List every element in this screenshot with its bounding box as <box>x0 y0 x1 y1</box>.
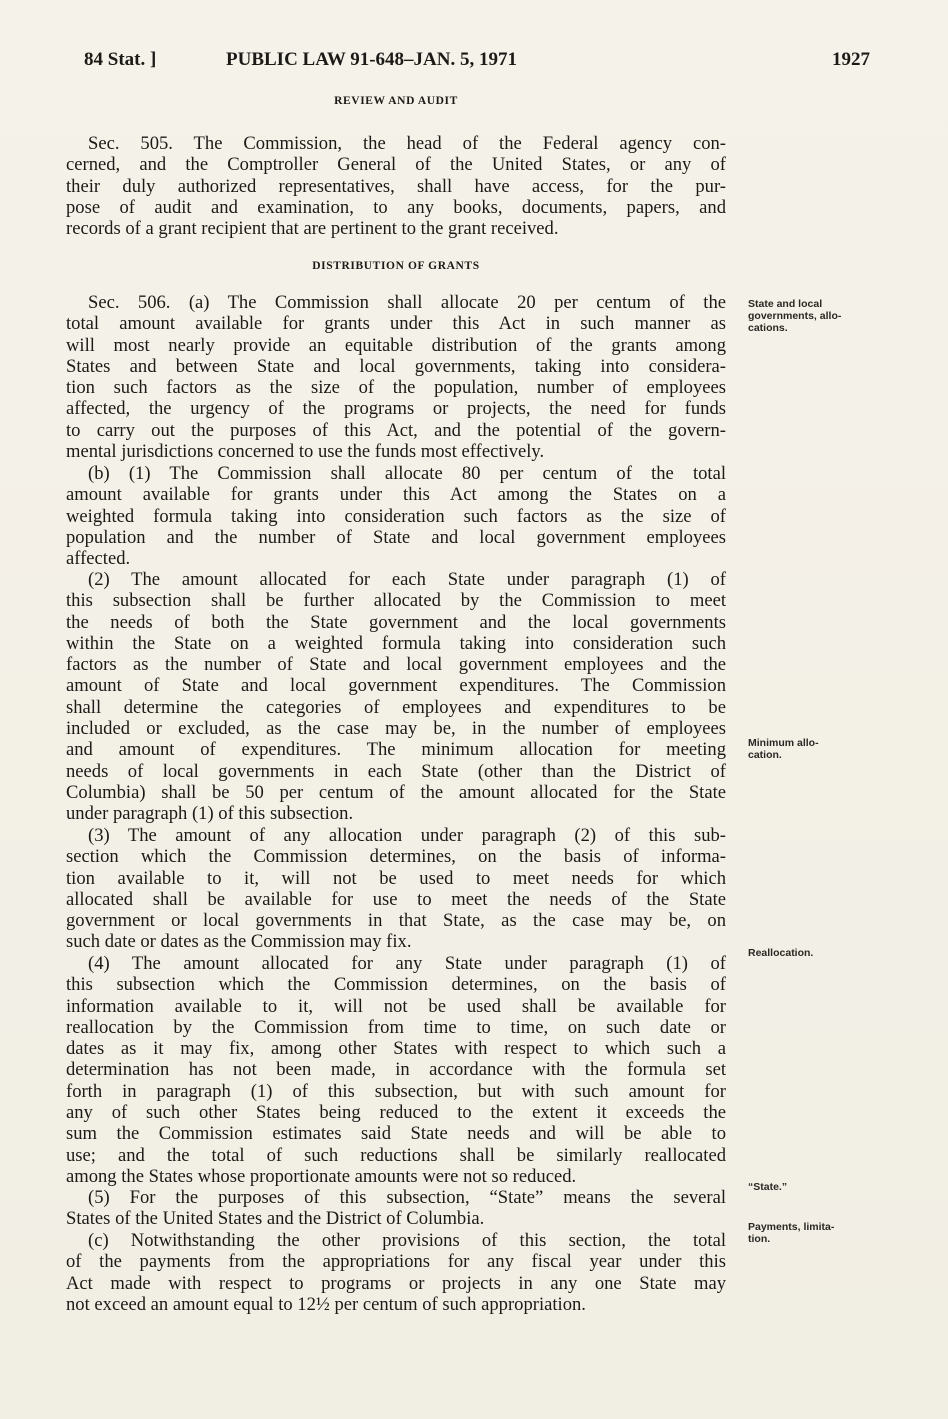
text-line: this subsection which the Commission determines, on the basis of <box>66 974 726 996</box>
page-number: 1927 <box>832 49 870 70</box>
text-line: information available to it, will not be used shall be available for <box>66 995 726 1017</box>
section-heading-distribution: DISTRIBUTION OF GRANTS <box>312 260 480 272</box>
section-505-paragraph <box>66 133 726 239</box>
section-506-b5-paragraph <box>66 1187 726 1230</box>
text-line: shall determine the categories of employees and expenditures to be <box>66 696 726 718</box>
text-line: among the States whose proportionate amounts were not so reduced. <box>66 1165 577 1187</box>
text-line: will most nearly provide an equitable distribution of the grants among <box>66 334 726 356</box>
text-line: Columbia) shall be 50 per centum of the amount allocated for the State <box>66 781 726 803</box>
text-line: under paragraph (1) of this subsection. <box>66 803 354 825</box>
margin-note-line: Payments, limita- <box>748 1221 835 1233</box>
text-line: cerned, and the Comptroller General of the United States, or any of <box>66 154 726 176</box>
text-line: of the payments from the appropriations for any fiscal year under this <box>66 1251 726 1273</box>
text-line: (3) The amount of any allocation under paragraph (2) of this sub- <box>88 825 726 846</box>
text-line: affected. <box>66 548 131 570</box>
public-law-title: PUBLIC LAW 91-648–JAN. 5, 1971 <box>226 49 518 70</box>
text-line: records of a grant recipient that are pertinent to the grant received. <box>66 218 559 240</box>
text-line: forth in paragraph (1) of this subsection, but with such amount for <box>66 1080 726 1102</box>
section-506-b1-paragraph <box>66 463 726 569</box>
text-line: this subsection shall be further allocated by the Commission to meet <box>66 590 726 612</box>
text-line: amount of State and local government expenditures. The Commission <box>66 675 726 697</box>
text-line: within the State on a weighted formula taking into consideration such <box>66 632 726 654</box>
text-line: amount available for grants under this Act among the States on a <box>66 484 726 506</box>
margin-note-line: tion. <box>748 1233 771 1245</box>
text-line: tion available to it, will not be used to meet needs for which <box>66 867 726 889</box>
section-506-c-paragraph <box>66 1230 726 1315</box>
text-line: included or excluded, as the case may be, in the number of employees <box>66 718 726 740</box>
margin-note-line: cation. <box>748 749 782 761</box>
text-line: any of such other States being reduced to the extent it exceeds the <box>66 1102 726 1124</box>
statute-volume: 84 Stat. ] <box>84 49 157 70</box>
text-line: the needs of both the State government and the local governments <box>66 611 726 633</box>
margin-note-state-local-allocations <box>748 298 878 334</box>
text-line: (c) Notwithstanding the other provisions of this section, the total <box>88 1230 726 1251</box>
section-506-a-paragraph <box>66 292 726 462</box>
margin-note-line: State and local <box>748 298 823 310</box>
text-line: affected, the urgency of the programs or projects, the need for funds <box>66 398 726 420</box>
text-line: section which the Commission determines, on the basis of informa- <box>66 846 726 868</box>
margin-note-state-definition <box>748 1181 878 1193</box>
text-line: factors as the number of State and local government employees and the <box>66 654 726 676</box>
running-head <box>84 49 870 77</box>
margin-note-line: governments, allo- <box>748 310 842 322</box>
margin-note-reallocation <box>748 947 878 959</box>
text-line: needs of local governments in each State (other than the District of <box>66 760 726 782</box>
text-line: not exceed an amount equal to 12½ per centum of such appropriation. <box>66 1293 586 1315</box>
margin-note-line: cations. <box>748 322 788 334</box>
text-line: (5) For the purposes of this subsection, “State” means the several <box>88 1187 726 1208</box>
text-line: and amount of expenditures. The minimum allocation for meeting <box>66 739 726 761</box>
text-line: dates as it may fix, among other States with respect to which such a <box>66 1038 726 1060</box>
text-line: (4) The amount allocated for any State under paragraph (1) of <box>88 953 726 974</box>
text-line: (b) (1) The Commission shall allocate 80 per centum of the total <box>88 463 726 484</box>
margin-note-line: Reallocation. <box>748 947 814 959</box>
text-line: tion such factors as the size of the population, number of employees <box>66 377 726 399</box>
text-line: determination has not been made, in accordance with the formula set <box>66 1059 726 1081</box>
section-506-b2-paragraph <box>66 569 726 825</box>
text-line: (2) The amount allocated for each State under paragraph (1) of <box>88 569 726 590</box>
section-heading-review-audit: REVIEW AND AUDIT <box>334 95 458 107</box>
text-line: Sec. 505. The Commission, the head of the Federal agency con- <box>88 133 726 154</box>
text-line: population and the number of State and local government employees <box>66 526 726 548</box>
text-line: States and between State and local governments, taking into considera- <box>66 355 726 377</box>
text-line: sum the Commission estimates said State needs and will be able to <box>66 1123 726 1145</box>
text-line: mental jurisdictions concerned to use the funds most effectively. <box>66 441 545 463</box>
text-line: use; and the total of such reductions shall be similarly reallocated <box>66 1144 726 1166</box>
text-line: to carry out the purposes of this Act, and the potential of the govern- <box>66 419 726 441</box>
text-line: reallocation by the Commission from time to time, on such date or <box>66 1016 726 1038</box>
margin-note-line: “State.” <box>748 1181 788 1193</box>
section-506-b4-paragraph <box>66 953 726 1187</box>
text-line: pose of audit and examination, to any books, documents, papers, and <box>66 196 726 218</box>
text-line: Sec. 506. (a) The Commission shall allocate 20 per centum of the <box>88 292 726 313</box>
text-line: weighted formula taking into consideration such factors as the size of <box>66 505 726 527</box>
text-line: total amount available for grants under this Act in such manner as <box>66 313 726 335</box>
text-line: their duly authorized representatives, shall have access, for the pur- <box>66 175 726 197</box>
margin-note-line: Minimum allo- <box>748 737 819 749</box>
margin-note-minimum-allocation <box>748 737 878 761</box>
text-line: allocated shall be available for use to meet the needs of the State <box>66 888 726 910</box>
margin-note-payments-limitation <box>748 1221 878 1245</box>
text-line: Act made with respect to programs or projects in any one State may <box>66 1272 726 1294</box>
text-line: such date or dates as the Commission may fix. <box>66 931 412 953</box>
text-line: government or local governments in that State, as the case may be, on <box>66 910 726 932</box>
text-line: States of the United States and the District of Columbia. <box>66 1208 485 1230</box>
section-506-b3-paragraph <box>66 825 726 953</box>
